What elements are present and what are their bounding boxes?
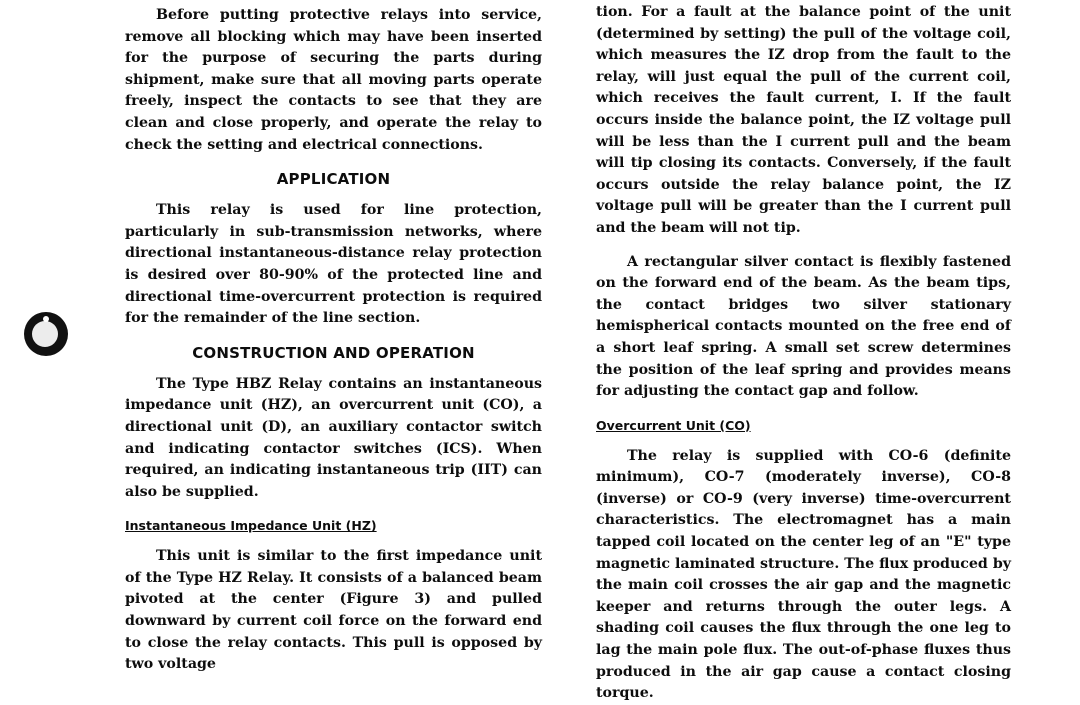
contact-paragraph: A rectangular silver contact is flexibly fastened on the forward end of the beam. As the beam tips, the contact bridges two silver stationary hemispherical contacts mounted on the free end of a short leaf spring. A small set screw determines the position of the leaf spring and provides means for adjusting the contact gap and follow. <box>596 253 1011 400</box>
overcurrent-paragraph: The relay is supplied with CO-6 (definite minimum), CO-7 (moderately inverse), CO-8 (inverse) or CO-9 (very inverse) time-overcurrent characteristics. The electromagnet has a main tapped coil located on the center leg of an "E" type magnetic laminated structure. The flux produced by the main coil crosses the air gap and the magnetic keeper and returns through the outer legs. A shading coil causes the flux through the one leg to lag the main pole flux. The out-of-phase fluxes thus produced in the air gap cause a contact closing torque. <box>596 447 1011 702</box>
overcurrent-unit-subheading: Overcurrent Unit (CO) <box>596 417 751 433</box>
continued-paragraph: tion. For a fault at the balance point of the unit (determined by setting) the pull of the voltage coil, which measures the IZ drop from the fault to the relay, will just equal the pull of the current coil, which receives the fault current, I. If the fault occurs inside the balance point, the IZ voltage pull will be less than the I current pull and the beam will tip closing its contacts. Conversely, if the fault occurs outside the relay balance point, the IZ voltage pull will be greater than the I current pull and the beam will not tip. <box>596 4 1011 236</box>
impedance-unit-subheading: Instantaneous Impedance Unit (HZ) <box>125 518 377 534</box>
impedance-paragraph: This unit is similar to the first impedance unit of the Type HZ Relay. It consists of a balanced beam pivoted at the center (Figure 3) and pulled downward by current coil force on the forward end to close the relay contacts. This pull is opposed by two voltage <box>125 548 542 673</box>
construction-heading: CONSTRUCTION AND OPERATION <box>192 343 475 362</box>
application-paragraph: This relay is used for line protection, particularly in sub-transmission networks, where directional instantaneous-distance relay protection is desired over 80-90% of the protected line and directional time-overcurrent protection is required for the remainder of the line section. <box>125 202 542 327</box>
application-heading: APPLICATION <box>276 170 391 189</box>
left-column <box>125 0 542 676</box>
intro-paragraph: Before putting protective relays into service, remove all blocking which may have been inserted for the purpose of securing the parts during shipment, make sure that all moving parts operate freely, inspect the contacts to see that they are clean and close properly, and operate the relay to check the setting and electrical connections. <box>125 7 542 153</box>
right-column <box>596 0 1011 705</box>
construction-paragraph: The Type HBZ Relay contains an instantaneous impedance unit (HZ), an overcurrent unit (CO), a directional unit (D), an auxiliary contactor switch and indicating contactor switches (ICS). When required, an indicating instantaneous trip (IIT) can also be supplied. <box>125 375 542 500</box>
punch-hole-icon <box>24 312 68 356</box>
